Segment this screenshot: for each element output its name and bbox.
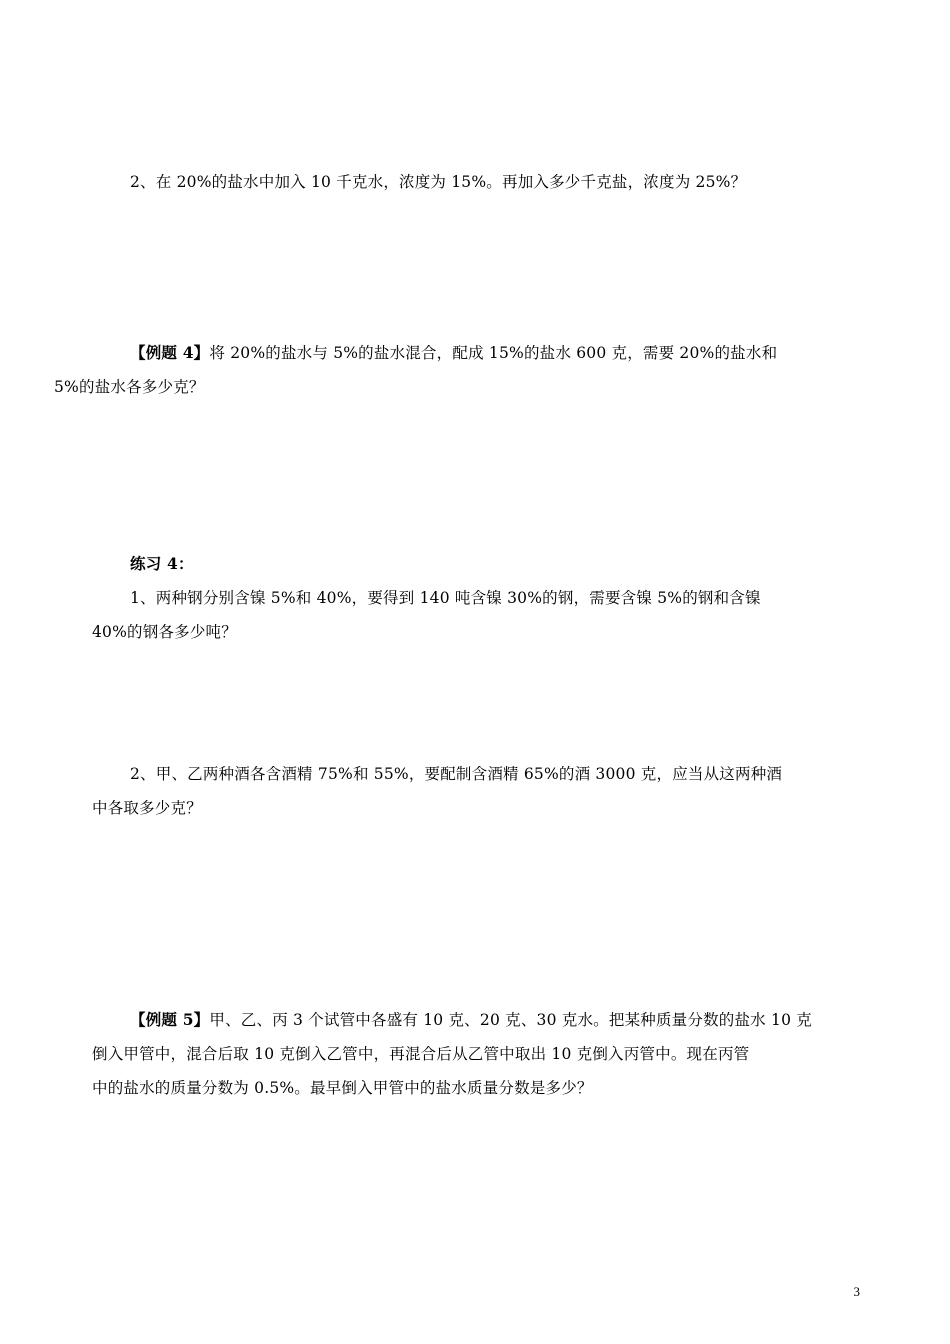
practice-4-heading-text: 练习 4： (130, 554, 194, 573)
example-5-line-3: 中的盐水的质量分数为 0.5%。最早倒入甲管中的盐水质量分数是多少？ (92, 1079, 593, 1097)
practice4-question-1-line-1: 1、两种钢分别含镍 5%和 40%，要得到 140 吨含镍 30%的钢，需要含镍 5%的钢和含镍 (130, 589, 761, 607)
example-5 (92, 1003, 862, 1105)
practice4-question-2 (92, 757, 862, 825)
practice-4-heading (92, 547, 862, 581)
practice3-question-2 (92, 165, 862, 199)
practice4-question-1-line-2: 40%的钢各多少吨？ (92, 623, 237, 641)
example-4-line-1 (92, 336, 862, 370)
example-5-line-2: 倒入甲管中，混合后取 10 克倒入乙管中，再混合后从乙管中取出 10 克倒入丙管中。现在丙管 (92, 1045, 750, 1063)
page-number: 3 (853, 1284, 860, 1299)
practice4-question-2-line-1: 2、甲、乙两种酒各含酒精 75%和 55%，要配制含酒精 65%的酒 3000 克，应当从这两种酒 (130, 765, 783, 783)
example-4-label: 【例题 4】 (130, 343, 210, 362)
example-4 (54, 336, 862, 404)
practice4-question-1 (92, 581, 862, 649)
example-5-label: 【例题 5】 (130, 1010, 210, 1029)
example-4-line-2: 5%的盐水各多少克？ (54, 378, 205, 396)
practice3-question-2-text: 2、在 20%的盐水中加入 10 千克水，浓度为 15%。再加入多少千克盐，浓度为 25%？ (130, 173, 747, 191)
example-5-line-1 (92, 1003, 862, 1037)
example-4-text: 将 20%的盐水与 5%的盐水混合，配成 15%的盐水 600 克，需要 20%的盐水和 (209, 344, 778, 362)
practice4-question-2-line-2: 中各取多少克？ (92, 799, 202, 817)
example-5-text: 甲、乙、丙 3 个试管中各盛有 10 克、20 克、30 克水。把某种质量分数的盐水 10 克 (209, 1011, 812, 1029)
